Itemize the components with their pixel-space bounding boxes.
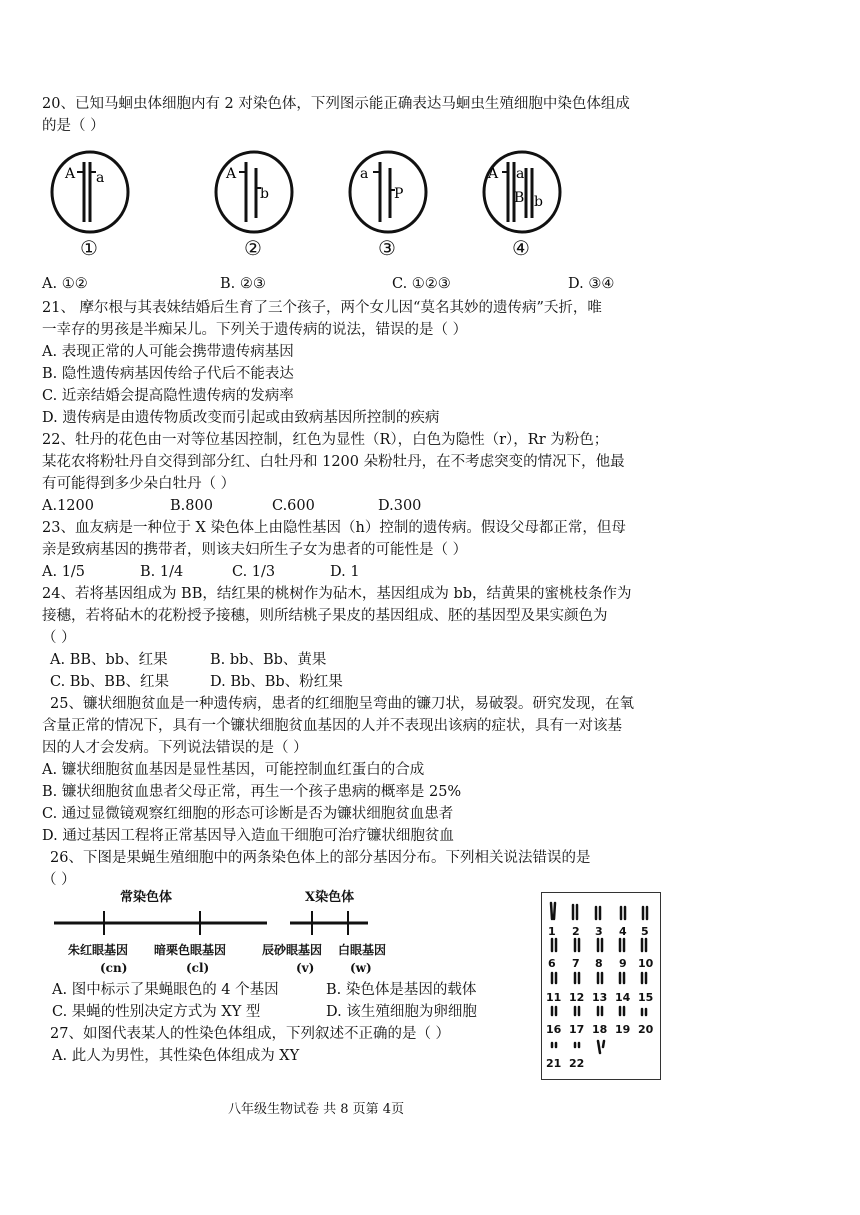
q22-stem-line3: 有可能得到多少朵白牡丹（ ） xyxy=(42,476,236,492)
karyotype-number: 14 xyxy=(615,991,631,1004)
gene-name-v: 辰砂眼基因 xyxy=(262,943,323,957)
gene-symbol-cl: (cl) xyxy=(186,961,210,975)
gene-name-w: 白眼基因 xyxy=(338,943,387,957)
q27-option-a: A. 此人为男性，其性染色体组成为 XY xyxy=(52,1048,300,1064)
q22-stem-line1: 22、牡丹的花色由一对等位基因控制，红色为显性（R），白色为隐性（r），Rr 为粉色； xyxy=(42,432,609,448)
karyotype-number: 18 xyxy=(592,1023,608,1036)
karyotype-number: 13 xyxy=(592,991,608,1004)
gene-label: a xyxy=(96,170,105,186)
q25-option-a: A. 镰状细胞贫血基因是显性基因，可能控制血红蛋白的合成 xyxy=(42,762,425,778)
q22-option-a: A.1200 xyxy=(42,498,94,514)
q23-stem-line1: 23、血友病是一种位于 X 染色体上由隐性基因（h）控制的遗传病。假设父母都正常，但母 xyxy=(42,520,626,536)
q25-option-c: C. 通过显微镜观察红细胞的形态可诊断是否为镰状细胞贫血患者 xyxy=(42,806,454,822)
gene-symbol-w: (w) xyxy=(350,961,372,975)
q24-option-b: B. bb、Bb、黄果 xyxy=(210,652,327,668)
q24-stem-line1: 24、若将基因组成为 BB，结红果的桃树作为砧木，基因组成为 bb，结黄果的蜜桃枝条作为 xyxy=(42,586,632,602)
gene-label: A xyxy=(65,166,76,182)
q22-option-d: D.300 xyxy=(378,498,422,514)
q20-option-b: B. ②③ xyxy=(220,276,266,292)
q25-stem-line2: 含量正常的情况下，具有一个镰状细胞贫血基因的人并不表现出该病的症状，具有一对该基 xyxy=(42,718,622,734)
karyotype-number: 9 xyxy=(619,957,627,970)
q24-option-a: A. BB、bb、红果 xyxy=(50,652,168,668)
gene-label: P xyxy=(394,186,404,202)
q20-stem-line2: 的是（ ） xyxy=(42,118,105,134)
q21-stem-line2: 一幸存的男孩是半痴呆儿。下列关于遗传病的说法，错误的是（ ） xyxy=(42,322,468,338)
karyotype-number: 21 xyxy=(546,1057,562,1070)
q25-stem-line3: 因的人才会发病。下列说法错误的是（ ） xyxy=(42,740,308,756)
figure-number-3: ③ xyxy=(378,236,396,260)
karyotype-number: 20 xyxy=(638,1023,654,1036)
q22-option-b: B.800 xyxy=(170,498,213,514)
q26-option-d: D. 该生殖细胞为卵细胞 xyxy=(326,1004,477,1020)
gene-label: B xyxy=(514,190,525,206)
q25-stem-line1: 25、镰状细胞贫血是一种遗传病，患者的红细胞呈弯曲的镰刀状，易破裂。研究发现，在氧 xyxy=(50,696,634,712)
karyotype-number: 12 xyxy=(569,991,585,1004)
q21-stem-line1: 21、 摩尔根与其表妹结婚后生育了三个孩子，两个女儿因“莫名其妙的遗传病”夭折，唯 xyxy=(42,300,602,316)
gene-name-cl: 暗栗色眼基因 xyxy=(154,943,227,957)
karyotype-number: 5 xyxy=(641,925,649,938)
page-footer: 八年级生物试卷 共 8 页第 4页 xyxy=(228,1102,405,1117)
q21-option-d: D. 遗传病是由遗传物质改变而引起或由致病基因所控制的疾病 xyxy=(42,410,440,426)
q20-stem-line1: 20、已知马蛔虫体细胞内有 2 对染色体，下列图示能正确表达马蛔虫生殖细胞中染色体组成 xyxy=(42,96,630,112)
karyotype-number: 22 xyxy=(569,1057,585,1070)
cell-figure-1 xyxy=(48,150,132,234)
q20-option-a: A. ①② xyxy=(42,276,88,292)
q21-option-c: C. 近亲结婚会提高隐性遗传病的发病率 xyxy=(42,388,294,404)
gene-name-cn: 朱红眼基因 xyxy=(68,943,129,957)
karyotype-figure xyxy=(541,892,661,1080)
q26-stem-line1: 26、下图是果蝇生殖细胞中的两条染色体上的部分基因分布。下列相关说法错误的是 xyxy=(50,850,591,866)
karyotype-number: 19 xyxy=(615,1023,631,1036)
gene-label: a xyxy=(516,166,525,182)
gene-symbol-cn: (cn) xyxy=(100,961,128,975)
karyotype-number: 1 xyxy=(548,925,556,938)
figure-number-1: ① xyxy=(80,236,98,260)
q24-option-c: C. Bb、BB、红果 xyxy=(50,674,170,690)
gene-label: b xyxy=(534,194,543,210)
cell-figure-4 xyxy=(480,150,564,234)
q26-option-c: C. 果蝇的性别决定方式为 XY 型 xyxy=(52,1004,261,1020)
karyotype-number: 2 xyxy=(572,925,580,938)
karyotype-number: 3 xyxy=(595,925,603,938)
karyotype-number: 8 xyxy=(595,957,603,970)
karyotype-number: 11 xyxy=(546,991,562,1004)
q23-stem-line2: 亲是致病基因的携带者，则该夫妇所生子女为患者的可能性是（ ） xyxy=(42,542,468,558)
gene-symbol-v: (v) xyxy=(296,961,315,975)
cell-figure-3 xyxy=(346,150,430,234)
q23-option-b: B. 1/4 xyxy=(140,564,184,580)
gene-label: A xyxy=(226,166,237,182)
q20-option-c: C. ①②③ xyxy=(392,276,451,292)
q25-option-b: B. 镰状细胞贫血患者父母正常，再生一个孩子患病的概率是 25% xyxy=(42,784,462,800)
gene-label: A xyxy=(488,166,499,182)
q24-stem-line3: （ ） xyxy=(42,630,76,646)
karyotype-chromosomes xyxy=(542,893,660,1079)
autosome-label: 常染色体 xyxy=(120,890,173,905)
chromosome-diagram xyxy=(52,908,370,938)
q26-option-a: A. 图中标示了果蝇眼色的 4 个基因 xyxy=(52,982,279,998)
karyotype-number: 4 xyxy=(619,925,627,938)
q26-option-b: B. 染色体是基因的载体 xyxy=(326,982,477,998)
q24-option-d: D. Bb、Bb、粉红果 xyxy=(210,674,343,690)
karyotype-number: 6 xyxy=(548,957,556,970)
karyotype-number: 7 xyxy=(572,957,580,970)
q22-stem-line2: 某花农将粉牡丹自交得到部分红、白牡丹和 1200 朵粉牡丹，在不考虑突变的情况下，他最 xyxy=(42,454,625,470)
q23-option-c: C. 1/3 xyxy=(232,564,276,580)
q26-stem-line2: （ ） xyxy=(42,872,76,888)
q21-option-b: B. 隐性遗传病基因传给子代后不能表达 xyxy=(42,366,294,382)
karyotype-number: 17 xyxy=(569,1023,585,1036)
q27-stem-line1: 27、如图代表某人的性染色体组成，下列叙述不正确的是（ ） xyxy=(50,1026,451,1042)
q23-option-d: D. 1 xyxy=(330,564,360,580)
q23-option-a: A. 1/5 xyxy=(42,564,86,580)
karyotype-number: 15 xyxy=(638,991,654,1004)
gene-label: b xyxy=(260,186,269,202)
gene-label: a xyxy=(360,166,369,182)
x-chromosome-label: X染色体 xyxy=(305,890,355,905)
q25-option-d: D. 通过基因工程将正常基因导入造血干细胞可治疗镰状细胞贫血 xyxy=(42,828,454,844)
figure-number-2: ② xyxy=(244,236,262,260)
karyotype-number: 16 xyxy=(546,1023,562,1036)
q20-option-d: D. ③④ xyxy=(568,276,615,292)
figure-number-4: ④ xyxy=(512,236,530,260)
cell-figure-2 xyxy=(212,150,296,234)
q21-option-a: A. 表现正常的人可能会携带遗传病基因 xyxy=(42,344,294,360)
q22-option-c: C.600 xyxy=(272,498,315,514)
karyotype-number: 10 xyxy=(638,957,654,970)
q24-stem-line2: 接穗，若将砧木的花粉授予接穗，则所结桃子果皮的基因组成、胚的基因型及果实颜色为 xyxy=(42,608,608,624)
